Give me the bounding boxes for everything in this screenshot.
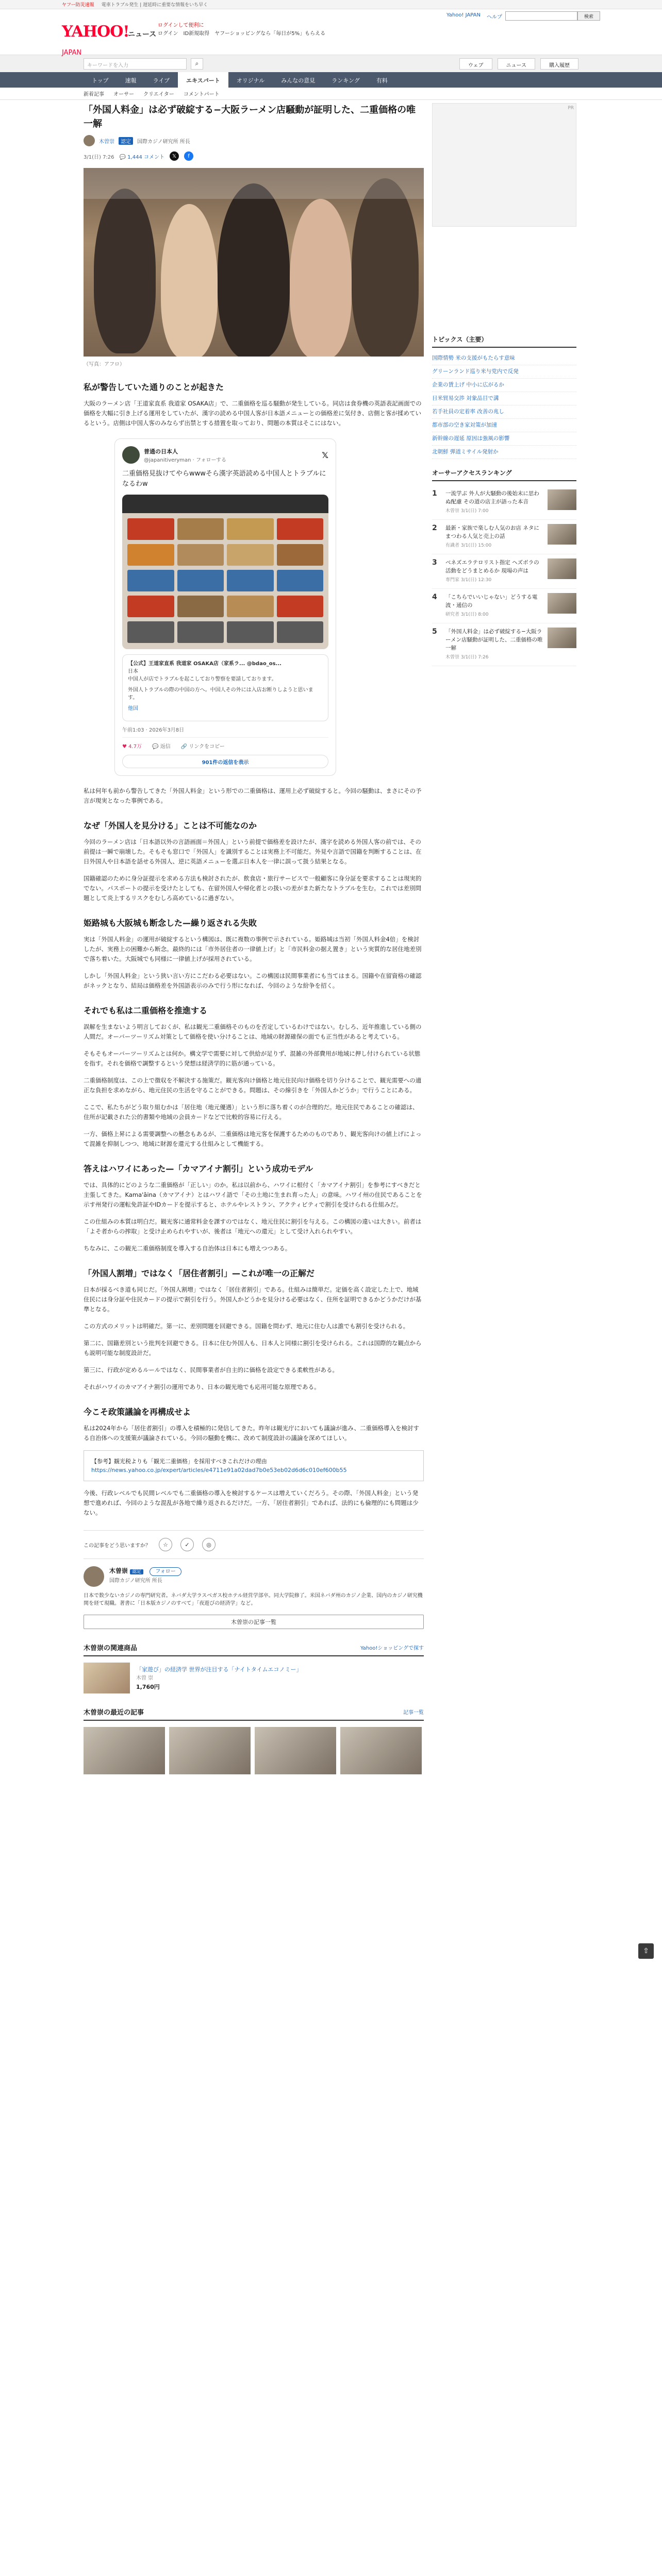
disaster-alert-link[interactable]: ヤフー防災速報	[62, 3, 94, 8]
reference-box	[84, 1450, 424, 1481]
rank-title[interactable]: ベネズエラテロリスト指定 ヘズボラの活動をどうまとめるか 現場の声は	[445, 560, 539, 574]
rank-thumbnail[interactable]	[548, 558, 576, 579]
paragraph: 私は何年も前から警告してきた「外国人料金」という形での二重価格は、運用上必ず破綻すると。今回の騒動は、まさにその予言が現実となった事例である。	[84, 787, 422, 804]
reaction-bar	[84, 1530, 424, 1558]
topic-link[interactable]: 都市部の空き家対策が加速	[432, 419, 576, 432]
paragraph: この方式のメリットは明確だ。第一に、差別問題を回避できる。国籍を問わず、地元に住む人は誰でも割引を受けられる。	[84, 1323, 409, 1330]
yahoo-logo[interactable]: YAHOO! JAPAN	[62, 23, 129, 57]
reaction-new-icon[interactable]: ◎	[202, 1538, 216, 1551]
rank-title[interactable]: 最新・家族で楽しむ人気のお店 ネタにまつわる人気と売上の話	[445, 525, 539, 539]
tweet-header	[122, 446, 328, 464]
reference-link[interactable]: https://news.yahoo.co.jp/expert/articles/e4711e91a02dad7b0e53eb02d6d6c010ef600b55	[91, 1467, 347, 1473]
rank-date: 有識者 3/1(日) 15:00	[445, 543, 492, 548]
rank-thumbnail[interactable]	[548, 628, 576, 648]
author-box-name[interactable]: 木曽崇	[109, 1567, 128, 1574]
header-search	[505, 11, 600, 21]
tab-paid[interactable]: 有料	[376, 77, 388, 84]
reaction-prompt: この記事をどう思いますか？	[84, 1543, 151, 1549]
search-scope	[459, 58, 578, 70]
paragraph: 誤解を生まないよう明言しておくが、私は観光二重価格そのものを否定しているわけではない。むしろ、近年推進している側の人間だ。オーバーツーリズム対策として価格を使い分けることは、地域の財源確保の面でも正当性があると考えている。	[84, 1023, 422, 1040]
article-meta	[84, 151, 424, 161]
section-heading-3: 姫路城も大阪城も断念した—繰り返される失敗	[84, 918, 257, 928]
header-search-input[interactable]	[505, 11, 577, 21]
x-logo-icon[interactable]: 𝕏	[322, 450, 328, 460]
comment-link[interactable]: 💬 1,444 コメント	[119, 154, 164, 160]
ad-slot[interactable]	[432, 103, 576, 227]
rank-date: 専門家 3/1(日) 12:30	[445, 578, 492, 583]
tweet-quoted-post[interactable]	[122, 654, 328, 721]
tweet-time[interactable]: 午前1:03 · 2026年3月8日	[122, 727, 185, 733]
tweet-author-handle[interactable]: @japanitiveryman · フォローする	[144, 457, 227, 463]
rank-thumbnail[interactable]	[548, 524, 576, 545]
section-heading-7: 今こそ政策議論を再構成せよ	[84, 1407, 191, 1417]
subnav-creators[interactable]: クリエイター	[143, 92, 174, 97]
paragraph: 二重価格制度は、この上で徴収を不解決する施策だ。観光客向け価格と地元住民向け価格を切り分けることで、観光需要への適正な負担を求めながら、地元住民の生活を守ることができる。問題は、その線引きを「外国人かどうか」で行うことにある。	[84, 1077, 422, 1094]
train-alert-link[interactable]: 電車トラブル発生 | 遅延時に重要な情報をいち早く	[101, 3, 208, 8]
shopping-item[interactable]	[84, 1663, 424, 1693]
reaction-clear-icon[interactable]: ✓	[180, 1538, 194, 1551]
read-replies-button[interactable]: 901件の返信を表示	[122, 755, 328, 768]
author-box	[84, 1558, 424, 1587]
facebook-share-icon[interactable]: f	[184, 151, 193, 161]
publish-date: 3/1(日) 7:26	[84, 154, 114, 160]
section-heading-6: 「外国人割増」ではなく「居住者割引」—これが唯一の正解だ	[84, 1268, 315, 1278]
embedded-tweet[interactable]	[114, 438, 336, 776]
paragraph: 今後、行政レベルでも民間レベルでも二重価格の導入を検討するケースは増えていくだろう。その際、「外国人料金」という発想で進めれば、今回のような混乱が各地で繰り返されるだけだ。一方、「居住者割引」であれば、法的にも倫理的にも問題は少ない。	[84, 1489, 419, 1516]
article-title: 「外国人料金」は必ず破綻する−大阪ラーメン店騒動が証明した、二重価格の唯一解	[84, 105, 416, 129]
site-header	[0, 9, 662, 55]
scope-news-button[interactable]: ニュース	[498, 58, 536, 70]
byline	[84, 135, 424, 146]
help-link[interactable]: ヘルプ	[487, 14, 502, 20]
paragraph: そもそもオーバーツーリズムとは何か。構文学で需要に対して供給が足りず、混雑の外部費用が地域に押し付けられている状態を指す。それを価格で調整するという発想は経済学的に筋が通っている。	[84, 1050, 421, 1067]
author-avatar[interactable]	[84, 1566, 104, 1587]
ad-label: PR	[568, 106, 574, 111]
topic-link[interactable]: グリーンランド巡り米与党内で反発	[432, 365, 576, 379]
tab-breaking[interactable]: 速報	[125, 77, 137, 84]
tab-live[interactable]: ライブ	[153, 77, 170, 84]
news-search-input[interactable]: キーワードを入力	[84, 58, 187, 70]
news-logo-text[interactable]: ニュース	[128, 30, 157, 39]
x-share-icon[interactable]: 𝕏	[170, 151, 179, 161]
rank-number: 3	[432, 558, 437, 567]
paragraph: 第三に、行政が定めるルールではなく、民間事業者が自主的に価格を設定できる柔軟性がある。	[84, 1366, 339, 1374]
ranking-title: オーサーアクセスランキング	[432, 468, 576, 481]
subnav-authors[interactable]: オーサー	[113, 92, 134, 97]
section-heading-5: 答えはハワイにあった—「カマアイナ割引」という成功モデル	[84, 1164, 313, 1174]
scope-web-button[interactable]: ウェブ	[459, 58, 492, 70]
yahoo-home-link[interactable]: Yahoo! JAPAN	[446, 12, 481, 18]
header-search-button[interactable]: 検索	[577, 11, 600, 21]
paragraph: ちなみに、この観光二重価格制度を導入する自治体は日本にも増えつつある。	[84, 1245, 291, 1252]
shopping-item-title[interactable]: 「家遊び」の経済学 世界が注目する「ナイトタイムエコノミー」	[136, 1666, 302, 1673]
tab-ranking[interactable]: ランキング	[332, 77, 360, 84]
paragraph: 国籍確認のために身分証提示を求める方法も検討されたが、飲食店・旅行サービスで一般顧客に身分証を要求することは現実的でない。パスポートの提示を受けたとしても、在留外国人や帰化者との扱いの差がまた新たなトラブルを生む。これでは差別問題として炎上するリスクをむしろ高めているに過ぎない。	[84, 875, 422, 902]
tweet-avatar[interactable]	[122, 446, 140, 464]
rank-date: 木曽崇 3/1(日) 7:00	[445, 509, 489, 514]
rank-number: 1	[432, 489, 437, 498]
sidebar	[432, 103, 576, 666]
rank-thumbnail[interactable]	[548, 593, 576, 614]
paragraph: 実は「外国人料金」の運用が破綻するという構図は、既に複数の事例で示されている。姫路城は当初「外国人料金4倍」を検討したが、実務上の困難から断念。最終的には「市外居住者の一律値上げ」と「市民料金の据え置き」という実質的な居住地差別で落ち着いた。大阪城でも同様に一律値上げが採用されている。	[84, 936, 422, 962]
photo-caption: （写真：アフロ）	[84, 362, 125, 367]
paragraph: それがハワイのカマアイナ割引の運用であり、日本の観光地でも応用可能な原理である。	[84, 1383, 320, 1391]
rank-date: 木曽崇 3/1(日) 7:26	[445, 655, 489, 660]
login-promo	[158, 22, 325, 38]
latest-cards	[84, 1727, 424, 1774]
paragraph: ここで、私たちがどう取り組むかは「居住地（地元優遇）」という形に落ち着くのが合理的だ。地元住民であることの確認は、住所が記載された公的書類や地域の会員カードなどで比較的容易に行える。	[84, 1104, 419, 1121]
ranking-item[interactable]	[432, 520, 576, 554]
top-strip	[0, 0, 662, 9]
paragraph: 第二に、国籍差別という批判を回避できる。日本に住む外国人も、日本人と同様に割引を受けられる。これは国際的な観点からも説明可能な制度設計だ。	[84, 1340, 422, 1357]
ranking-item[interactable]	[432, 485, 576, 520]
main-nav	[0, 72, 662, 88]
topic-link[interactable]: 日米貿易交渉 対象品目で溝	[432, 392, 576, 405]
reply-button[interactable]: 💬 返信	[152, 744, 171, 750]
topics-title: トピックス（主要）	[432, 335, 576, 348]
paragraph: 私は2024年から「居住者割引」の導入を積極的に発信してきた。昨年は観光庁においても議論が進み、二重価格導入を検討する自治体への支援策が議論されている。今回の騒動を機に、改めて制度設計の議論を深めてほしい。	[84, 1425, 419, 1442]
paragraph: 今回のラーメン店は「日本語以外の言語画面＝外国人」という前提で価格差を設けたが、漢字を読める外国人客の前では、その前提は一瞬で崩壊した。そもそも窓口で「外国人」を識別することは実務上不可能だ。外見や言語で国籍を判断することは、在日外国人や日本語を話せる外国人、逆に英語メニューを選ぶ日本人を一律に誤って扱う結果となる。	[84, 838, 422, 865]
follow-button[interactable]: フォロー	[150, 1567, 181, 1576]
subnav-latest[interactable]: 新着記事	[84, 92, 104, 97]
paragraph: この仕組みの本質は明白だ。観光客に通常料金を課すのではなく、地元住民に割引を与える。この構図の違いは大きい。前者は「よそ者からの搾取」と受け止められやすいが、後者は「地元への還元」として受け入れられやすい。	[84, 1218, 422, 1235]
subnav-comment-part[interactable]: コメントパート	[183, 92, 220, 97]
latest-title: 木曽崇の最近の記事	[84, 1709, 144, 1717]
quoted-sub: 日本	[128, 669, 138, 674]
author-box-badge: 認定	[130, 1569, 143, 1574]
article-main	[84, 103, 424, 1774]
latest-header	[84, 1707, 424, 1721]
shopping-section	[84, 1642, 424, 1693]
topic-link[interactable]: 北朝鮮 弾道ミサイル発射か	[432, 446, 576, 459]
shopping-link[interactable]: Yahoo!ショッピングで探す	[360, 1646, 424, 1651]
quoted-more: 外国人トラブルの際の中国の方へ。中国人その外には入店お断りしようと思います。	[128, 687, 313, 701]
shopping-item-price: 1,760円	[136, 1683, 160, 1690]
tweet-author-name[interactable]: 普通の日本人	[144, 448, 178, 455]
tweet-text: 二重価格見抜けてやらwwwそら漢字英語読める中国人とトラブルになるわw	[122, 470, 326, 488]
list-item[interactable]	[169, 1727, 251, 1774]
author-desc: 国際カジノ研究所 所長	[137, 139, 190, 145]
rank-thumbnail[interactable]	[548, 489, 576, 510]
paragraph: 日本が採るべき道も同じだ。「外国人割増」ではなく「居住者割引」である。仕組みは簡単だ。定価を高く設定した上で、地域住民には身分証や住民カードの提示で割引を行う。外国人かどうかを見分ける必要はなく、住所を証明できるかどうかだけが基準となる。	[84, 1286, 422, 1313]
ranking-section	[432, 468, 576, 666]
list-item[interactable]	[84, 1727, 165, 1774]
avatar[interactable]	[84, 135, 95, 146]
rank-number: 2	[432, 524, 437, 532]
ranking-item[interactable]	[432, 554, 576, 589]
topic-link[interactable]: 新幹線の遅延 原因は強風の影響	[432, 432, 576, 446]
topic-link[interactable]: 若手社員の定着率 改善の兆し	[432, 405, 576, 419]
purchase-history-button[interactable]: 購入履歴	[540, 58, 578, 70]
rank-number: 5	[432, 628, 437, 636]
rank-date: 研究者 3/1(日) 8:00	[445, 612, 489, 617]
promo-text[interactable]: ログイン ID新規取得 ヤフーショッピングなら「毎日が5%」もらえる	[158, 31, 326, 37]
shopping-title: 木曽崇の関連商品	[84, 1645, 138, 1652]
header-links	[446, 12, 502, 20]
scroll-top-button[interactable]: ⇧	[638, 1943, 654, 1959]
book-cover-image[interactable]	[84, 1663, 130, 1693]
tab-original[interactable]: オリジナル	[236, 77, 265, 84]
like-button[interactable]: ♥ 4.7万	[122, 744, 142, 750]
list-item[interactable]	[255, 1727, 336, 1774]
article-photo	[84, 168, 424, 357]
tab-expert[interactable]: エキスパート	[178, 72, 228, 88]
latest-link[interactable]: 記事一覧	[403, 1710, 424, 1716]
author-box-title: 国際カジノ研究所 所長	[109, 1578, 162, 1584]
quoted-text: 中国人が店でトラブルを起こしており警察を要請しております。	[128, 676, 277, 682]
shopping-header	[84, 1642, 424, 1656]
tab-top[interactable]: トップ	[92, 77, 109, 84]
reaction-learn-icon[interactable]: ☆	[159, 1538, 172, 1551]
author-badge: 認定	[119, 137, 133, 145]
quoted-author: 【公式】王道家直系 我道家 OSAKA店（家系ラ... @bdao_os...	[128, 661, 282, 667]
ranking-item[interactable]	[432, 589, 576, 623]
shopping-item-author: 木曽 崇	[136, 1675, 154, 1681]
paragraph: 大阪のラーメン店「王道家直系 我道家 OSAKA店」で、二重価格を巡る騒動が発生している。同店は食券機の英語表記画面での価格を大幅に引き上げる運用をしていたが、漢字の読める中国人客が日本語メニューとの価格差に気付き、店側と客が揉めているという。店側は中国人客のみならず出禁とする措置を取っており、問題の本質はそこにはない。	[84, 400, 422, 427]
author-bio: 日本で数少ないカジノの専門研究者。ネバダ大学ラスベガス校ホテル経営学部卒。同大学院修了。米国ネバダ州のカジノ企業、国内のカジノ研究機関を経て現職。著書に「日本版カジノのすべて」「夜遊びの経済学」など。	[84, 1593, 423, 1606]
topic-link[interactable]: 国際情勢 米の支援がもたらす意味	[432, 352, 576, 365]
latest-articles-section	[84, 1707, 424, 1774]
promo-login-label[interactable]: ログインして便利に	[158, 23, 204, 28]
topics-section	[432, 335, 576, 459]
topic-link[interactable]: 企業の賃上げ 中小に広がるか	[432, 379, 576, 392]
rank-number: 4	[432, 593, 437, 601]
tweet-actions	[122, 737, 328, 750]
rank-title[interactable]: 「こちらでいいじゃない」どうする電波・通信の	[445, 594, 538, 608]
author-name[interactable]: 木曽崇	[99, 139, 114, 145]
paragraph: 一方、価格上昇による需要調整への懸念もあるが、二重価格は地元客を保護するためのものであり、観光客向けの値上げによって混雑を抑制しつつ、地域に財源を還元する仕組みとして機能する。	[84, 1130, 422, 1147]
quoted-more-link[interactable]: 他国	[128, 706, 138, 711]
tweet-image[interactable]	[122, 495, 328, 649]
copy-link-button[interactable]: 🔗 リンクをコピー	[180, 744, 225, 750]
tab-opinions[interactable]: みんなの意見	[281, 77, 316, 84]
reference-label: 【参考】観光税よりも「観光二重価格」を採用すべきこれだけの理由	[91, 1458, 267, 1465]
rank-title[interactable]: 一流学ぶ 外人が大騒動の後始末に思わぬ配慮 その道の店主が語った本音	[445, 490, 539, 505]
section-heading-1: 私が警告していた通りのことが起きた	[84, 382, 224, 392]
paragraph: では、具体的にどのような二重価格が「正しい」のか。私は以前から、ハワイに根付く「カマアイナ割引」を参考にすべきだと主張してきた。Kama'āina（カマアイナ）とはハワイ語で「その土地に生まれ育った人」の意味。ハワイ州の住民であることを示す州発行の運転免許証やIDカードを提示すると、ホテルやレストラン、アクティビティで割引を受けられる仕組みだ。	[84, 1181, 422, 1208]
list-item[interactable]	[340, 1727, 422, 1774]
search-icon[interactable]: ⌕	[191, 58, 203, 70]
section-heading-2: なぜ「外国人を見分ける」ことは不可能なのか	[84, 821, 257, 831]
section-heading-4: それでも私は二重価格を推進する	[84, 1006, 208, 1015]
rank-title[interactable]: 「外国人料金」は必ず破綻する−大阪ラーメン店騒動が証明した、二重価格の唯一解	[445, 629, 543, 651]
sub-nav	[0, 88, 662, 100]
view-all-articles-button[interactable]: 木曽崇の記事一覧	[84, 1615, 424, 1629]
paragraph: しかし「外国人料金」という狭い言い方にこだわる必要はない。この構図は民間事業者にも当てはまる。国籍や在留資格の確認がネックとなり、結局は価格差を外国語表示のみで行う形になれば、今回のような紛争を招く。	[84, 972, 422, 989]
ranking-item[interactable]	[432, 623, 576, 666]
